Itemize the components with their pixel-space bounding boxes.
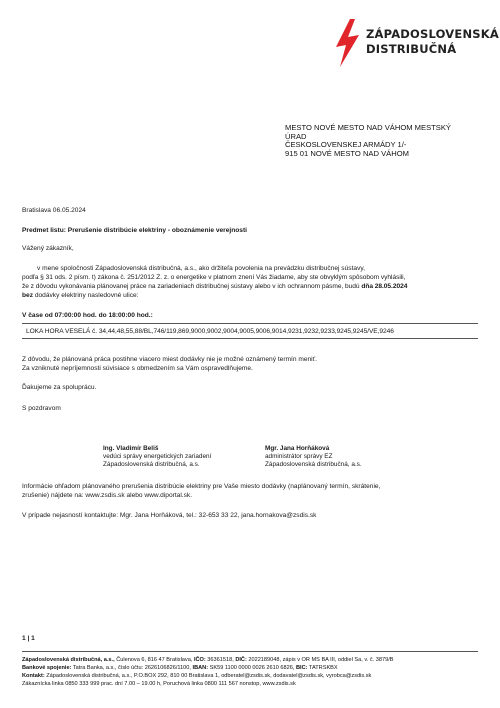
company-logo [333, 18, 499, 68]
footer-line-3 [22, 673, 371, 681]
without-word: bez [22, 292, 33, 299]
outage-date: dňa 28.05.2024 [361, 283, 408, 290]
recipient-line-1: MESTO NOVÉ MESTO NAD VÁHOM MESTSKÝ [285, 123, 451, 132]
thanks: Ďakujeme za spoluprácu. [22, 384, 97, 391]
footer-iban-label: IBAN: [192, 665, 209, 671]
brand-name-line-2: DISTRIBUČNÁ [366, 41, 457, 56]
recipient-address [285, 124, 451, 158]
body-line-3 [22, 282, 407, 291]
footer-iban: SK59 1100 0000 0026 2610 6826, [208, 665, 296, 671]
footer-ico-label: IČO: [193, 657, 206, 663]
footer-bank-label: Bankové spojenie: [22, 665, 72, 671]
footer-rule [22, 651, 478, 652]
signatory-name: Ing. Vladimír Beliš [103, 445, 159, 452]
footer-contact-label: Kontakt: [22, 673, 45, 679]
signature-block-2 [265, 445, 362, 470]
footer-bic-label: BIC: [295, 665, 308, 671]
reason-line-1: Z dôvodu, že plánovaná práca postihne viacero miest dodávky nie je možné oznámený termín meniť. [22, 356, 317, 363]
place-date: Bratislava 06.05.2024 [22, 207, 86, 214]
body-line-1: v mene spoločnosti Západoslovenská distribučná, a.s., ako držiteľa povolenia na prevádzku distribučnej sústavy, [37, 265, 366, 272]
footer-line-4: Zákaznícka linka 0850 333 999 prac. dní 7.00 – 19.00 h, Poruchová linka 0800 111 567 nonstop, www.zsdis.sk [22, 681, 296, 687]
footer-company: Západoslovenská distribučná, a.s., [22, 657, 115, 663]
greeting: Vážený zákazník, [22, 245, 74, 252]
signatory-role: vedúci správy energetických zariadení [103, 453, 212, 461]
contact-line: V prípade nejasností kontaktujte: Mgr. Jana Horňáková, tel.: 32-653 33 22, jana.hornakova@zsdis.sk [22, 512, 317, 519]
info-line-1: Informácie ohľadom plánovaného prerušenia distribúcie elektriny pre Vaše miesto dodávky (naplánovaný termín, skrátenie, [22, 483, 381, 490]
brand-name-line-1: ZÁPADOSLOVENSKÁ [366, 27, 499, 41]
recipient-line-3: ČESKOSLOVENSKEJ ARMÁDY 1/- [285, 140, 407, 150]
body-line-3-text: že z dôvodu vykonávania plánovanej práce na zariadeniach distribučnej sústavy alebo v ich ochrannom pásme, budú [22, 283, 362, 290]
signatory-name: Mgr. Jana Horňáková [265, 445, 330, 452]
subject-line: Predmet listu: Prerušenie distribúcie elektriny - oboznámenie verejnosti [22, 227, 247, 234]
signatory-company: Západoslovenská distribučná, a.s. [103, 461, 200, 469]
lightning-bolt-icon [333, 18, 361, 68]
closing: S pozdravom [22, 405, 61, 412]
info-line-2: zrušenie) nájdete na: www.zsdis.sk alebo www.diportal.sk. [22, 492, 193, 499]
footer-ico: 36361518, [205, 657, 236, 663]
footer-contact: Západoslovenská distribučná, a.s., P.O.BOX 292, 810 00 Bratislava 1, odberatel@zsdis.sk, dodavatel@zsdis.sk, vyrobca@zsdis.sk [44, 673, 372, 679]
reason-line-2: Za vzniknuté nepríjemnosti súvisiace s obmedzením sa Vám ospravedlňujeme. [22, 365, 253, 372]
footer-line-2 [22, 665, 338, 673]
body-line-4 [22, 291, 139, 300]
affected-locations: LOKA HORA VESELÁ č. 34,44,48,55,88/BL,746/119,869,9000,9002,9004,9005,9006,9014,9231,9232,9233,9245,9245/VE,9246 [26, 328, 394, 335]
signature-block-1 [103, 445, 211, 470]
time-range: V čase od 07:00:00 hod. do 18:00:00 hod.: [22, 312, 153, 319]
footer-bank: Tatra Banka, a.s., číslo účtu: 2626106826/1100, [71, 665, 193, 671]
footer-line-1 [22, 657, 393, 665]
footer-bic: TATRSKBX [307, 665, 338, 671]
locations-bottom-rule [22, 338, 478, 339]
body-line-2: podľa § 31 ods. 2 písm. t) zákona č. 251/2012 Z. z. o energetike v platnom znení Vás žiadame, aby ste obvyklým spôsobom vyhlásili, [22, 274, 406, 281]
footer-dic-label: DIČ: [235, 657, 247, 663]
recipient-line-2: ÚRAD [285, 131, 307, 141]
signatory-role: administrátor správy EZ [265, 453, 333, 461]
footer-address: Čulenova 6, 816 47 Bratislava, [114, 657, 194, 663]
locations-top-rule [22, 323, 478, 324]
recipient-line-4: 915 01 NOVÉ MESTO NAD VÁHOM [285, 148, 409, 158]
page-number: 1 | 1 [22, 635, 35, 642]
footer-dic: 2022189048, zápis v OR MS BA III, oddiel Sa, v. č. 3879/B [246, 657, 394, 663]
body-line-4-text: dodávky elektriny nasledovné ulice: [33, 292, 139, 299]
signatory-company: Západoslovenská distribučná, a.s. [265, 461, 362, 469]
